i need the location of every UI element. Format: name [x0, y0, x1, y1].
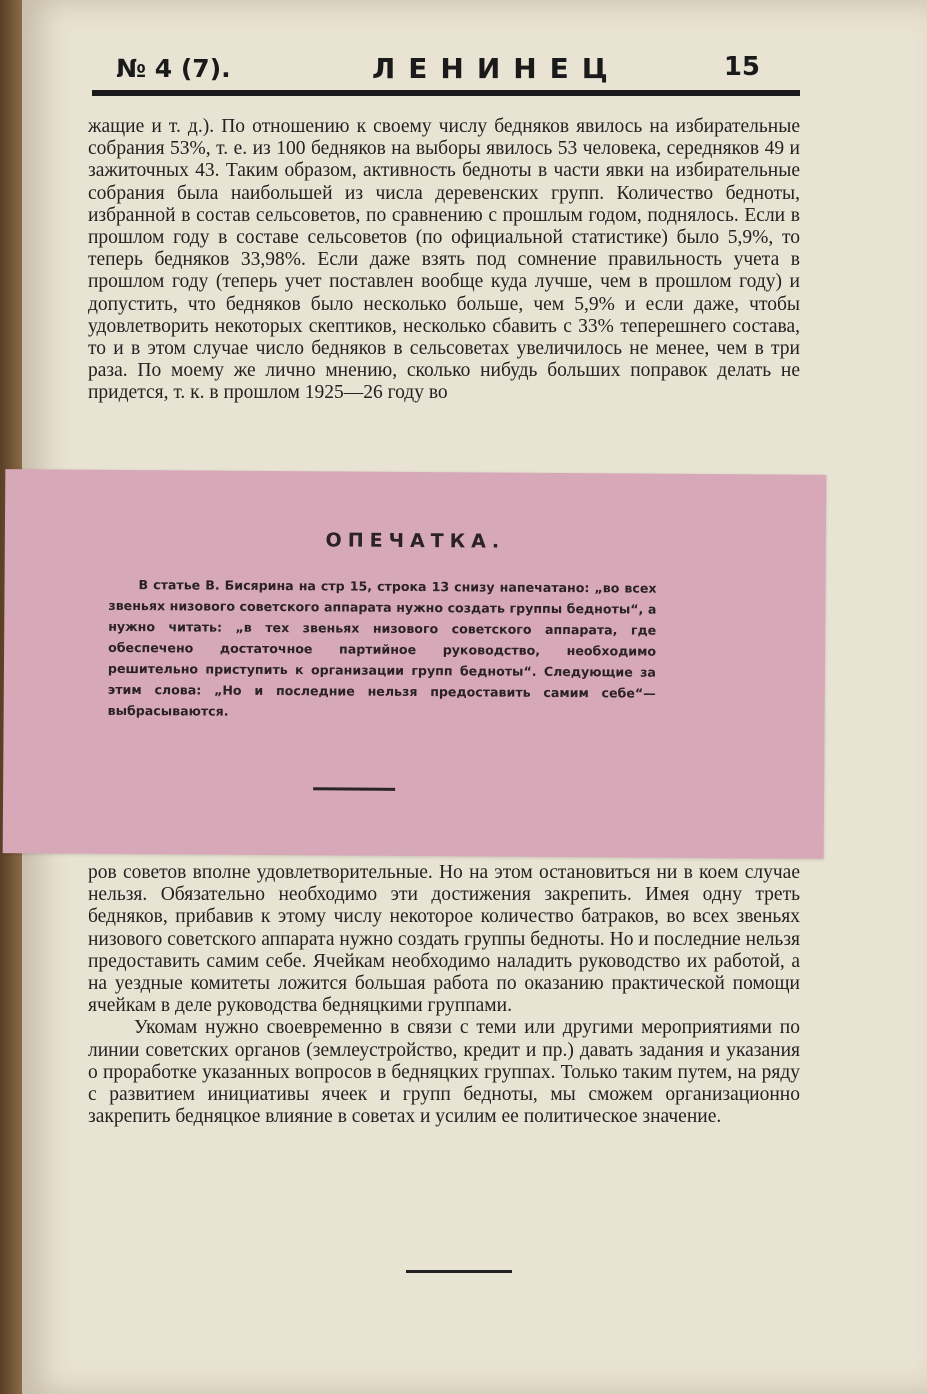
end-rule — [406, 1270, 512, 1273]
page-header — [96, 48, 796, 88]
paragraph: Укомам нужно своевременно в связи с теми или другими мероприятиями по линии советских органов (землеустройство, кредит и пр.) давать задания и указания о проработке указанных вопросов в бедняцких группах. Только таким путем, на ряду с развитием инициативы ячеек и групп бедноты, мы сможем организационно закрепить бедняцкое влияние в советах и усилим ее политическое значение. — [88, 1017, 800, 1128]
issue-number: № 4 (7). — [116, 54, 231, 83]
erratum-title: ОПЕЧАТКА. — [325, 529, 506, 553]
article-text-bottom — [88, 862, 800, 1128]
paragraph: ров советов вполне удовлетворительные. Но на этом остановиться ни в коем случае нельзя. Обязательно необходимо эти достижения закрепить. Имея одну треть бедняков, прибавив к этому числу некоторое количество батраков, во всех звеньях низового советского аппарата нужно создать группы бедноты. Но и последние нельзя предоставить самим себе. Ячейкам необходимо наладить руководство их работой, а на уездные комитеты ложится большая работа по оказанию практической помощи ячейкам в деле руководства бедняцкими группами. — [88, 862, 800, 1017]
page-number: 15 — [723, 52, 760, 82]
erratum-slip — [3, 469, 827, 859]
paragraph: жащие и т. д.). По отношению к своему числу бедняков явилось на избирательные собрания 53%, т. е. из 100 бедняков на выборы явилось 53 человека, середняков 49 и зажиточных 43. Таким образом, активность бедноты в части явки на избирательные собрания была наибольшей из числа деревенских групп. Количество бедноты, избранной в состав сельсоветов, по сравнению с прошлым годом, поднялось. Если в прошлом году в составе сельсоветов (по официальной статистике) было 5,9%, то теперь бедняков 33,98%. Если даже взять под сомнение правильность учета в прошлом году (теперь учет поставлен вообще куда лучше, чем в прошлом году) и допустить, что бедняков было несколько больше, чем 5,9% и если даже, чтобы удовлетворить некоторых скептиков, несколько сбавить с 33% теперешнего состава, то и в этом случае число бедняков в сельсоветах увеличилось не менее, чем в три раза. По моему же лично мнению, сколько нибудь больших поправок делать не придется, т. к. в прошлом 1925—26 году во — [88, 116, 800, 404]
header-rule — [92, 90, 800, 96]
journal-title: ЛЕНИНЕЦ — [372, 52, 621, 85]
article-text-top — [88, 116, 800, 472]
erratum-rule — [313, 787, 395, 791]
erratum-text: В статье В. Бисярина на стр 15, строка 13 снизу напечатано: „во всех звеньях низового советского аппарата нужно создать группы бедноты“, а нужно читать: „в тех звеньях низового советского аппарата, где обеспечено достаточное партийное руководство, необходимо решительно приступить к организации групп бедноты“. Следующие за этим слова: „Но и последние нельзя предоставить самим себе“— выбрасываются. — [107, 577, 657, 719]
erratum-body — [108, 574, 657, 725]
